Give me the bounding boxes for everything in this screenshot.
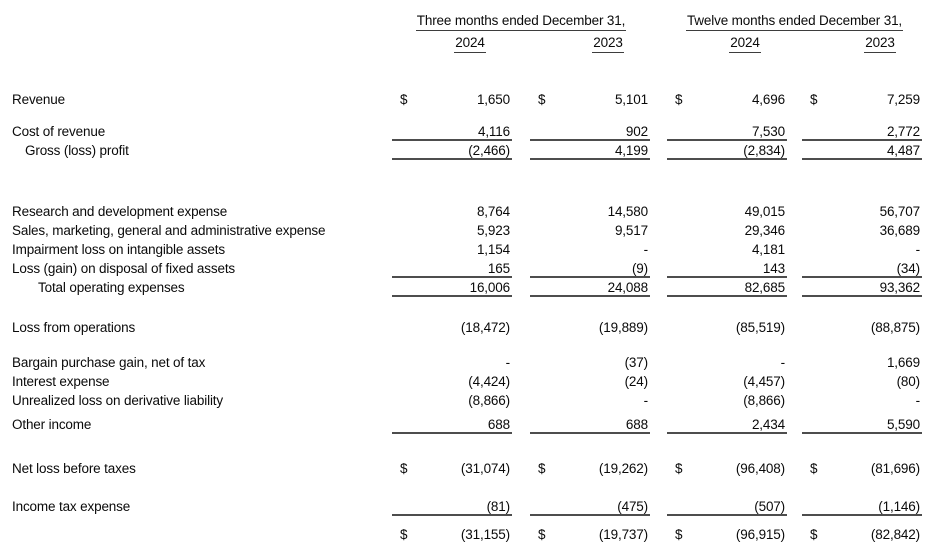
row-label: Net loss before taxes — [12, 461, 136, 476]
table-row — [0, 353, 950, 372]
cell-value: 14,580 — [607, 204, 648, 219]
value-cell — [530, 318, 650, 337]
value-cell — [392, 391, 512, 410]
value-cell — [667, 221, 787, 240]
value-cell — [667, 459, 787, 478]
currency-symbol: $ — [538, 527, 546, 542]
value-cell — [392, 259, 512, 278]
year-label-col1 — [410, 32, 530, 54]
cell-value: 36,689 — [879, 223, 920, 238]
cell-value: - — [505, 355, 510, 370]
cell-value: (507) — [754, 499, 785, 514]
value-cell — [392, 278, 512, 297]
value-cell — [802, 122, 922, 141]
value-cell — [667, 122, 787, 141]
cell-value: - — [915, 393, 920, 408]
year-label-text: 2024 — [729, 34, 760, 53]
cell-value: 1,669 — [886, 355, 920, 370]
value-cell — [802, 459, 922, 478]
table-row — [0, 278, 950, 297]
cell-value: (475) — [617, 499, 648, 514]
cell-value: 5,923 — [476, 223, 510, 238]
cell-value: (80) — [896, 374, 920, 389]
row-label: Interest expense — [12, 374, 110, 389]
value-cell — [667, 318, 787, 337]
value-cell — [667, 525, 787, 544]
row-label: Total operating expenses — [38, 280, 185, 295]
value-cell — [392, 122, 512, 141]
cell-value: (31,074) — [460, 461, 510, 476]
table-row — [0, 122, 950, 141]
table-row — [0, 391, 950, 410]
value-cell — [667, 391, 787, 410]
year-label-text: 2024 — [454, 34, 485, 53]
value-cell — [802, 497, 922, 516]
table-row — [0, 141, 950, 160]
value-cell — [392, 90, 512, 109]
cell-value: 2,772 — [886, 124, 920, 139]
row-label: Other income — [12, 417, 92, 432]
currency-symbol: $ — [538, 92, 546, 107]
cell-value: 49,015 — [744, 204, 785, 219]
header-year-labels — [0, 32, 950, 54]
row-label: Income tax expense — [12, 499, 131, 514]
value-cell — [530, 497, 650, 516]
value-cell — [802, 318, 922, 337]
period-title-twelve-months — [667, 10, 922, 32]
cell-value: 143 — [762, 261, 785, 276]
cell-value: (96,915) — [735, 527, 785, 542]
cell-value: 24,088 — [607, 280, 648, 295]
value-cell — [530, 90, 650, 109]
value-cell — [802, 221, 922, 240]
cell-value: (19,262) — [598, 461, 648, 476]
value-cell — [667, 415, 787, 434]
currency-symbol: $ — [810, 527, 818, 542]
cell-value: (19,889) — [598, 320, 648, 335]
currency-symbol: $ — [810, 461, 818, 476]
value-cell — [802, 353, 922, 372]
cell-value: (81,696) — [870, 461, 920, 476]
value-cell — [392, 459, 512, 478]
value-cell — [802, 372, 922, 391]
cell-value: (96,408) — [735, 461, 785, 476]
cell-value: (85,519) — [735, 320, 785, 335]
value-cell — [667, 259, 787, 278]
year-label-col3 — [685, 32, 805, 54]
year-label-col4 — [820, 32, 940, 54]
value-cell — [802, 141, 922, 160]
cell-value: (1,146) — [878, 499, 920, 514]
value-cell — [392, 353, 512, 372]
cell-value: 4,181 — [751, 242, 785, 257]
cell-value: 5,590 — [886, 417, 920, 432]
value-cell — [392, 372, 512, 391]
row-label: Loss (gain) on disposal of fixed assets — [12, 261, 236, 276]
value-cell — [530, 415, 650, 434]
currency-symbol: $ — [675, 92, 683, 107]
cell-value: 902 — [625, 124, 648, 139]
value-cell — [802, 391, 922, 410]
period-title-three-months — [392, 10, 650, 32]
value-cell — [530, 141, 650, 160]
table-row — [0, 318, 950, 337]
cell-value: 2,434 — [751, 417, 785, 432]
period-title-text: Three months ended December 31, — [416, 12, 626, 31]
table-row — [0, 497, 950, 516]
cell-value: (34) — [896, 261, 920, 276]
cell-value: (24) — [624, 374, 648, 389]
value-cell — [530, 259, 650, 278]
row-label: Research and development expense — [12, 204, 228, 219]
row-label: Impairment loss on intangible assets — [12, 242, 225, 257]
cell-value: 7,259 — [886, 92, 920, 107]
row-label: Unrealized loss on derivative liability — [12, 393, 224, 408]
year-label-text: 2023 — [592, 34, 623, 53]
value-cell — [667, 141, 787, 160]
value-cell — [667, 353, 787, 372]
cell-value: (31,155) — [460, 527, 510, 542]
value-cell — [530, 278, 650, 297]
value-cell — [667, 278, 787, 297]
value-cell — [802, 278, 922, 297]
cell-value: (8,866) — [468, 393, 510, 408]
row-label: Bargain purchase gain, net of tax — [12, 355, 206, 370]
table-row — [0, 90, 950, 109]
cell-value: - — [643, 242, 648, 257]
value-cell — [802, 259, 922, 278]
table-row — [0, 202, 950, 221]
row-label: Cost of revenue — [12, 124, 106, 139]
value-cell — [392, 415, 512, 434]
currency-symbol: $ — [400, 527, 408, 542]
row-label: Gross (loss) profit — [25, 143, 129, 158]
value-cell — [392, 318, 512, 337]
row-label — [0, 525, 392, 544]
table-row — [0, 459, 950, 478]
value-cell — [530, 525, 650, 544]
table-body — [0, 90, 950, 544]
cell-value: 1,650 — [476, 92, 510, 107]
value-cell — [530, 353, 650, 372]
cell-value: (8,866) — [743, 393, 785, 408]
row-label: Sales, marketing, general and administrative expense — [12, 223, 326, 238]
value-cell — [802, 240, 922, 259]
cell-value: - — [915, 242, 920, 257]
cell-value: (88,875) — [870, 320, 920, 335]
table-row — [0, 372, 950, 391]
value-cell — [392, 525, 512, 544]
cell-value: 7,530 — [751, 124, 785, 139]
cell-value: 1,154 — [476, 242, 510, 257]
value-cell — [667, 497, 787, 516]
cell-value: 93,362 — [879, 280, 920, 295]
value-cell — [802, 415, 922, 434]
currency-symbol: $ — [810, 92, 818, 107]
currency-symbol: $ — [675, 461, 683, 476]
cell-value: 4,696 — [751, 92, 785, 107]
value-cell — [392, 202, 512, 221]
value-cell — [530, 459, 650, 478]
table-row — [0, 240, 950, 259]
row-label: Loss from operations — [12, 320, 136, 335]
cell-value: - — [643, 393, 648, 408]
cell-value: 688 — [487, 417, 510, 432]
currency-symbol: $ — [675, 527, 683, 542]
table-row — [0, 415, 950, 434]
value-cell — [802, 202, 922, 221]
value-cell — [667, 372, 787, 391]
value-cell — [392, 497, 512, 516]
value-cell — [392, 141, 512, 160]
cell-value: 8,764 — [476, 204, 510, 219]
table-row — [0, 221, 950, 240]
cell-value: 688 — [625, 417, 648, 432]
cell-value: 4,487 — [886, 143, 920, 158]
cell-value: 56,707 — [879, 204, 920, 219]
cell-value: 16,006 — [469, 280, 510, 295]
value-cell — [530, 391, 650, 410]
cell-value: - — [780, 355, 785, 370]
value-cell — [667, 202, 787, 221]
cell-value: (82,842) — [870, 527, 920, 542]
year-label-text: 2023 — [864, 34, 895, 53]
value-cell — [530, 240, 650, 259]
cell-value: (19,737) — [598, 527, 648, 542]
cell-value: (2,834) — [743, 143, 785, 158]
value-cell — [530, 221, 650, 240]
cell-value: (4,424) — [468, 374, 510, 389]
cell-value: (18,472) — [460, 320, 510, 335]
table-row — [0, 525, 950, 544]
currency-symbol: $ — [538, 461, 546, 476]
cell-value: (9) — [631, 261, 648, 276]
cell-value: (81) — [486, 499, 510, 514]
value-cell — [667, 240, 787, 259]
cell-value: 82,685 — [744, 280, 785, 295]
cell-value: 4,199 — [614, 143, 648, 158]
cell-value: (4,457) — [743, 374, 785, 389]
row-label: Revenue — [12, 92, 65, 107]
value-cell — [392, 221, 512, 240]
cell-value: 9,517 — [614, 223, 648, 238]
year-label-col2 — [548, 32, 668, 54]
header-period-titles — [0, 10, 950, 32]
cell-value: (2,466) — [468, 143, 510, 158]
period-title-text: Twelve months ended December 31, — [686, 12, 903, 31]
cell-value: 5,101 — [614, 92, 648, 107]
cell-value: 165 — [487, 261, 510, 276]
table-row — [0, 259, 950, 278]
cell-value: 4,116 — [477, 124, 510, 139]
value-cell — [392, 240, 512, 259]
cell-value: 29,346 — [744, 223, 785, 238]
currency-symbol: $ — [400, 92, 408, 107]
value-cell — [802, 90, 922, 109]
cell-value: (37) — [624, 355, 648, 370]
value-cell — [530, 122, 650, 141]
currency-symbol: $ — [400, 461, 408, 476]
value-cell — [667, 90, 787, 109]
value-cell — [530, 202, 650, 221]
value-cell — [530, 372, 650, 391]
value-cell — [802, 525, 922, 544]
